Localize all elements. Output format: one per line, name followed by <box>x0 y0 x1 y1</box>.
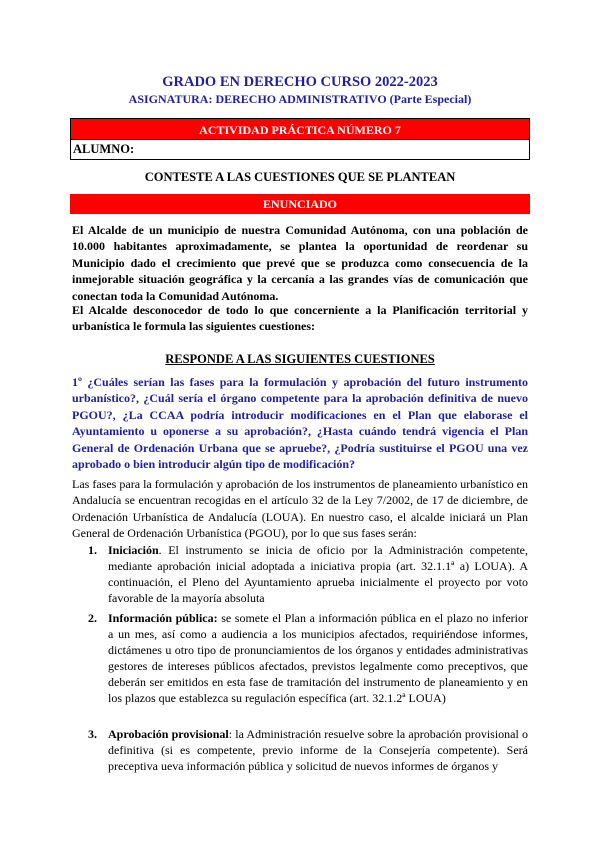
statement-heading: ENUNCIADO <box>70 194 530 214</box>
phase-term: Aprobación provisional <box>108 727 229 741</box>
activity-banner: ACTIVIDAD PRÁCTICA NÚMERO 7 <box>70 118 530 140</box>
phase-number: 3. <box>88 727 97 741</box>
instructions-heading: CONTESTE A LAS CUESTIONES QUE SE PLANTEAN <box>144 170 456 184</box>
phase-item <box>88 610 528 706</box>
statement-paragraph-2: El Alcalde desconocedor de todo lo que concerniente a la Planificación territorial y urbanística le formula las siguientes cuestiones: <box>72 303 528 334</box>
phase-text: . El instrumento se inicia de oficio por la Administración competente, mediante aprobación inicial adoptada a iniciativa propia (art. 32.1.1ª a) LOUA). A continuación, el Pleno del Ayuntamiento aprueba inicialmente el proyecto por voto favorable de la mayoría absoluta <box>108 543 528 605</box>
answer-intro: Las fases para la formulación y aprobación de los instrumentos de planeamiento urbanístico en Andalucía se encuentran recogidas en el artículo 32 de la Ley 7/2002, de 17 de diciembre, de Ordenación Urbanística de Andalucía (LOUA). En nuestro caso, el alcalde iniciará un Plan General de Ordenación Urbanística (PGOU), por lo que sus fases serán: <box>72 477 528 541</box>
phase-text: : la Administración resuelve sobre la aprobación provisional o definitiva (si es competente, previo informe de la Consejería competente). Será preceptiva ueva información pública y solicitud de nuevos informes de órganos y <box>108 727 529 773</box>
statement-paragraph-1: El Alcalde de un municipio de nuestra Comunidad Autónoma, con una población de 10.000 habitantes aproximadamente, se plantea la oportunidad de reordenar su Municipio dado el crecimiento que prevé que se produzca como consecuencia de la inmejorable situación geográfica y la cercanía a las grandes vías de comunicación que conectan toda la Comunidad Autónoma. <box>72 223 528 303</box>
document-title: GRADO EN DERECHO CURSO 2022-2023 <box>162 74 438 90</box>
phase-term: Información pública: <box>108 611 218 625</box>
phase-item <box>88 726 528 774</box>
question-1: 1º ¿Cuáles serían las fases para la formulación y aprobación del futuro instrumento urbanístico?, ¿Cuál sería el órgano competente para la aprobación definitiva de nuevo PGOU?, ¿La CCAA podría introducir modificaciones en el Plan que elaborase el Ayuntamiento u oponerse a su aprobación?, ¿Hasta cuándo tendrá vigencia el Plan General de Ordenación Urbana que se apruebe?, ¿Podría sustituirse el PGOU una vez aprobado o bien introducir algún tipo de modificación? <box>72 375 528 472</box>
subject-title: ASIGNATURA: DERECHO ADMINISTRATIVO (Parte Especial) <box>128 92 472 106</box>
student-field: ALUMNO: <box>70 140 530 160</box>
phase-number: 2. <box>88 611 97 625</box>
phase-text: se somete el Plan a información pública en el plazo no inferior a un mes, así como a audiencia a los municipios afectados, requiriéndose informes, dictámenes u otro tipo de pronunciamientos de los órganos y entidades administrativas gestores de intereses públicos afectados, previstos legalmente como preceptivos, que deberán ser emitidos en esta fase de tramitación del instrumento de planeamiento y en los plazos que establezca su regulación específica (art. 32.1.2ª LOUA) <box>108 611 528 705</box>
phase-number: 1. <box>88 543 97 557</box>
phase-item <box>88 542 528 606</box>
questions-heading: RESPONDE A LAS SIGUIENTES CUESTIONES <box>165 352 435 366</box>
phase-term: Iniciación <box>108 543 159 557</box>
